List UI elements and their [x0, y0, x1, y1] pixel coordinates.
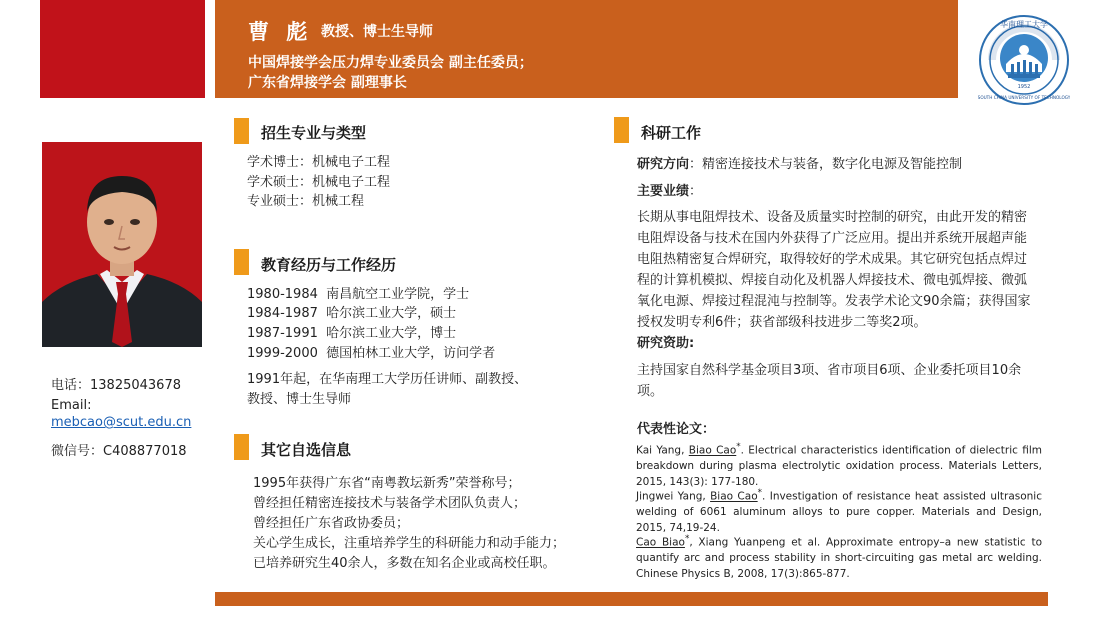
- email-link[interactable]: mebcao@scut.edu.cn: [51, 415, 192, 430]
- logo-title: 华南理工大学: [1000, 20, 1048, 29]
- research-direction-label: 研究方向: [637, 157, 690, 172]
- section-title-research: 科研工作: [641, 124, 702, 142]
- section-title-admission: 招生专业与类型: [261, 124, 367, 142]
- paper-citation: . Electrical characteristics identification of dielectric film breakdown during plasma electrolytic oxidation process. Materials Letters, 2015, 143(3): 177-180.: [636, 444, 1042, 488]
- portrait-photo: [42, 142, 202, 347]
- section-marker: [234, 434, 249, 460]
- achievements-text: 长期从事电阻焊技术、设备及质量实时控制的研究，由此开发的精密电阻焊设备与技术在国内外获得了广泛应用。提出并系统开展超声能电阻热精密复合焊研究，取得较好的学术成果。其它研究包括点焊过程的计算机模拟、焊接自动化及机器人焊接技术、微电弧焊接、微弧氧化电源、焊接过程混沌与控制等。发表学术论文90余篇；获得国家授权发明专利6件；获省部级科技进步二等奖2项。: [637, 210, 1031, 330]
- paper-authors: Kai Yang,: [636, 444, 689, 457]
- section-title-education: 教育经历与工作经历: [261, 256, 397, 274]
- achievements-label: 主要业绩: [637, 184, 690, 199]
- admission-item: 学术博士：机械电子工程: [247, 155, 391, 170]
- education-place: 德国柏林工业大学，访问学者: [326, 346, 496, 361]
- paper-author-highlight: Cao Biao: [636, 536, 685, 549]
- university-logo: [978, 14, 1070, 106]
- paper-item: [636, 532, 1042, 582]
- person-title: 教授、博士生导师: [321, 24, 433, 40]
- paper-author-highlight: Biao Cao: [688, 444, 737, 457]
- position-line-1: 中国焊接学会压力焊专业委员会 副主任委员；: [248, 55, 533, 71]
- other-item: 曾经担任精密连接技术与装备学术团队负责人；: [253, 496, 527, 511]
- education-item: [247, 304, 456, 324]
- funding-text: 主持国家自然科学基金项目3项、省市项目6项、企业委托项目10余项。: [637, 363, 1022, 399]
- corresponding-mark: *: [736, 442, 741, 452]
- education-item: [247, 324, 456, 344]
- other-item: 关心学生成长，注重培养学生的科研能力和动手能力；: [253, 536, 566, 551]
- education-note-line-1: 1991年起，在华南理工大学历任讲师、副教授、: [247, 372, 528, 387]
- footer-bar: [215, 592, 1048, 606]
- person-name: 曹 彪: [248, 20, 313, 44]
- education-years: 1999-2000: [247, 346, 318, 361]
- education-place: 南昌航空工业学院，学士: [326, 287, 470, 302]
- research-direction-text: ：精密连接技术与装备，数字化电源及智能控制: [689, 157, 963, 172]
- other-item: 已培养研究生40余人，多数在知名企业或高校任职。: [253, 556, 556, 571]
- admission-item: 专业硕士：机械工程: [247, 194, 365, 209]
- phone-number: 电话：13825043678: [51, 378, 181, 393]
- education-item: [247, 285, 469, 305]
- email-label: Email:: [51, 398, 92, 413]
- logo-subtext: SOUTH CHINA UNIVERSITY OF TECHNOLOGY: [978, 95, 1070, 100]
- education-years: 1980-1984: [247, 287, 318, 302]
- other-item: 1995年获得广东省“南粤教坛新秀”荣誉称号；: [253, 476, 521, 491]
- section-marker: [614, 117, 629, 143]
- funding-label: 研究资助:: [637, 336, 695, 351]
- paper-citation: , Xiang Yuanpeng et al. Approximate entropy–a new statistic to quantify arc and process stability in short-circuiting gas metal arc welding. Chinese Physics B, 2008, 17(3):865-877.: [636, 536, 1042, 580]
- paper-citation: . Investigation of resistance heat assisted ultrasonic welding of 6061 aluminum alloys to pure copper. Materials and Design, 2015, 74,19-24.: [636, 490, 1042, 534]
- achievements-heading: [637, 182, 702, 202]
- header-red-block: [40, 0, 205, 98]
- paper-authors: Jingwei Yang,: [636, 490, 711, 503]
- admission-item: 学术硕士：机械电子工程: [247, 175, 391, 190]
- section-marker: [234, 118, 249, 144]
- education-years: 1987-1991: [247, 326, 318, 341]
- research-direction: [637, 155, 962, 175]
- paper-item: [636, 486, 1042, 536]
- position-line-2: 广东省焊接学会 副理事长: [248, 75, 407, 91]
- logo-year: 1952: [1017, 84, 1031, 90]
- education-note-line-2: 教授、博士生导师: [247, 392, 352, 407]
- wechat-id: 微信号：C408877018: [51, 444, 187, 459]
- corresponding-mark: *: [684, 534, 690, 544]
- achievements-colon: ：: [689, 184, 703, 199]
- papers-label: 代表性论文：: [637, 422, 716, 437]
- other-item: 曾经担任广东省政协委员；: [253, 516, 410, 531]
- education-place: 哈尔滨工业大学，博士: [326, 326, 457, 341]
- header-bar: [215, 0, 958, 98]
- paper-item: [636, 440, 1042, 490]
- education-item: [247, 344, 495, 364]
- education-years: 1984-1987: [247, 306, 318, 321]
- paper-author-highlight: Biao Cao: [710, 490, 758, 503]
- section-marker: [234, 249, 249, 275]
- education-place: 哈尔滨工业大学，硕士: [326, 306, 457, 321]
- corresponding-mark: *: [757, 488, 763, 498]
- section-title-other: 其它自选信息: [261, 441, 352, 459]
